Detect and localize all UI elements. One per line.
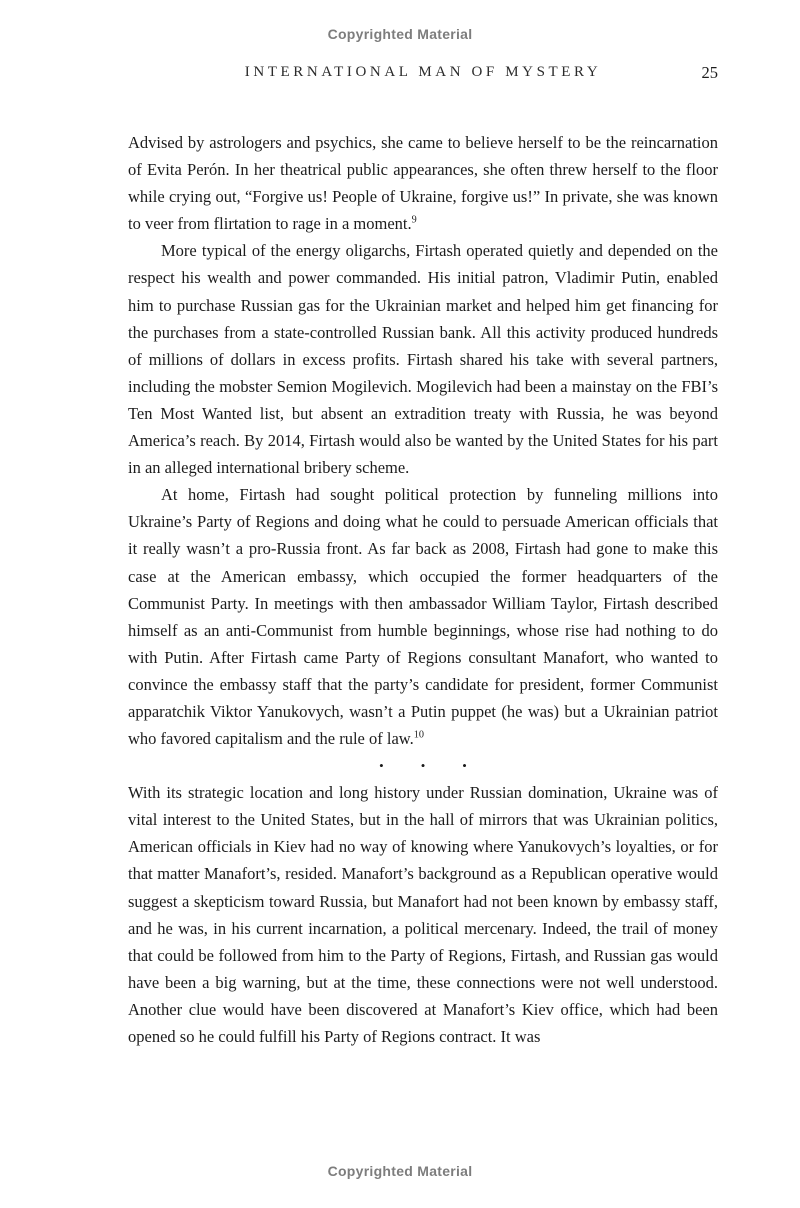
running-header bbox=[128, 64, 718, 86]
section-break bbox=[128, 752, 718, 779]
chapter-title: INTERNATIONAL MAN OF MYSTERY bbox=[244, 64, 602, 80]
body-paragraph: More typical of the energy oligarchs, Firtash operated quietly and depended on the respect his wealth and power commanded. His initial patron, Vladimir Putin, enabled him to purchase Russian gas for the Ukrainian market and helped him get financing for the purchases from a state-controlled Russian bank. All this activity produced hundreds of millions of dollars in excess profits. Firtash shared his take with several partners, including the mobster Semion Mogilevich. Mogilevich had been a mainstay on the FBI’s Ten Most Wanted list, but absent an extradition treaty with Russia, he was beyond America’s reach. By 2014, Firtash would also be wanted by the United States for his part in an alleged international bribery scheme. bbox=[128, 241, 718, 478]
section-break-bullet: • bbox=[462, 758, 467, 774]
copyright-notice-top: Copyrighted Material bbox=[327, 26, 473, 42]
body-paragraph: Advised by astrologers and psychics, she came to believe herself to be the reincarnation of Evita Perón. In her theatrical public appearances, she often threw herself to the floor while crying out, “Forgive us! People of Ukraine, forgive us!” In private, she was known to veer from flirtation to rage in a moment.$^9$ bbox=[128, 133, 718, 234]
section-break-bullet: • bbox=[420, 758, 426, 774]
body-paragraph: With its strategic location and long history under Russian domination, Ukraine was of vital interest to the United States, but in the hall of mirrors that was Ukrainian politics, American officials in Kiev had no way of knowing where Yanukovych’s loyalties, or for that matter Manafort’s, resided. Manafort’s background as a Republican operative would suggest a skepticism toward Russia, but Manafort had not been known by embassy staff, and he was, in his current incarnation, a political mercenary. Indeed, the trail of money that could be followed from him to the Party of Regions, Firtash, and Russian gas would have been a big warning, but at the time, these connections were not well understood. Another clue would have been discovered at Manafort’s Kiev office, which had been opened so he could fulfill his Party of Regions contract. It was bbox=[128, 783, 718, 1046]
text-body bbox=[128, 129, 718, 1050]
section-break-bullet: • bbox=[379, 758, 384, 774]
body-paragraph: At home, Firtash had sought political protection by funneling millions into Ukraine’s Party of Regions and doing what he could to persuade American officials that it really wasn’t a pro-Russia front. As far back as 2008, Firtash had gone to make this case at the American embassy, which occupied the former headquarters of the Communist Party. In meetings with then ambassador William Taylor, Firtash described himself as an anti-Communist from humble beginnings, whose rise had nothing to do with Putin. After Firtash came Party of Regions consultant Manafort, who wanted to convince the embassy staff that the party’s candidate for president, former Communist apparatchik Viktor Yanukovych, wasn’t a Putin puppet (he was) but a Ukrainian patriot who favored capitalism and the rule of law.$^{10}$ bbox=[128, 485, 718, 749]
footnote-marker: 9 bbox=[411, 214, 417, 226]
page-number: 25 bbox=[701, 63, 718, 82]
footnote-marker: 10 bbox=[413, 729, 424, 741]
copyright-notice-bottom: Copyrighted Material bbox=[327, 1163, 473, 1179]
